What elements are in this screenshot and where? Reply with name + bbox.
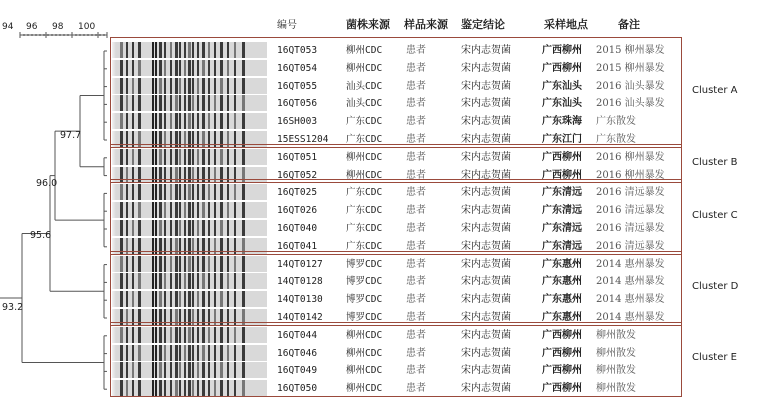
column-header-sample: 样品来源 xyxy=(404,18,448,31)
cell-site: 广西柳州 xyxy=(542,62,582,74)
cell-note: 2016 汕头暴发 xyxy=(596,80,665,92)
cell-id: 15ESS1204 xyxy=(277,134,329,145)
cell-note: 2016 清远暴发 xyxy=(596,187,665,199)
cluster-label: Cluster A xyxy=(692,85,738,97)
cell-sample: 患者 xyxy=(406,169,426,181)
cell-site: 广西柳州 xyxy=(542,169,582,181)
cell-note: 柳州散发 xyxy=(596,329,636,341)
cell-site: 广西柳州 xyxy=(542,365,582,377)
cluster-box xyxy=(110,37,682,148)
cell-result: 宋内志贺菌 xyxy=(461,383,511,395)
cell-sample: 患者 xyxy=(406,383,426,395)
cell-result: 宋内志贺菌 xyxy=(461,365,511,377)
cluster-box xyxy=(110,251,682,326)
cell-sample: 患者 xyxy=(406,240,426,252)
cell-result: 宋内志贺菌 xyxy=(461,80,511,92)
cell-source: 博罗CDC xyxy=(346,258,383,270)
cell-note: 广东散发 xyxy=(596,134,636,145)
node-similarity-label: 96.0 xyxy=(36,178,58,189)
cell-result: 宋内志贺菌 xyxy=(461,62,511,74)
cell-id: 16QT052 xyxy=(277,169,318,181)
column-header-source: 菌株来源 xyxy=(346,18,390,31)
cell-source: 柳州CDC xyxy=(346,347,383,359)
cell-source: 广东CDC xyxy=(346,223,383,234)
scale-tick-label: 100 xyxy=(78,22,96,32)
cell-id: 16QT025 xyxy=(277,187,318,199)
cell-site: 广东清远 xyxy=(542,205,582,217)
cell-sample: 患者 xyxy=(406,151,426,163)
node-similarity-label: 95.6 xyxy=(30,230,52,241)
cell-source: 博罗CDC xyxy=(346,276,383,288)
cell-site: 广东惠州 xyxy=(542,312,582,323)
cell-note: 2016 清远暴发 xyxy=(596,205,665,217)
cell-id: 16QT055 xyxy=(277,80,318,92)
cell-site: 广东清远 xyxy=(542,223,582,234)
cell-result: 宋内志贺菌 xyxy=(461,258,511,270)
cell-sample: 患者 xyxy=(406,347,426,359)
cell-sample: 患者 xyxy=(406,312,426,323)
cell-note: 柳州散发 xyxy=(596,383,636,395)
column-header-id: 编号 xyxy=(277,20,297,31)
cell-source: 博罗CDC xyxy=(346,312,383,323)
cluster-box xyxy=(110,179,682,254)
column-header-result: 鉴定结论 xyxy=(461,18,505,31)
cell-source: 广东CDC xyxy=(346,134,383,145)
cell-id: 16QT044 xyxy=(277,329,318,341)
scale-tick-label: 96 xyxy=(26,22,38,32)
cell-note: 2014 惠州暴发 xyxy=(596,294,665,306)
cell-source: 广东CDC xyxy=(346,187,383,199)
cell-id: 16QT051 xyxy=(277,151,318,163)
cell-source: 汕头CDC xyxy=(346,98,383,110)
cell-site: 广东汕头 xyxy=(542,80,582,92)
cell-site: 广东江门 xyxy=(542,134,582,145)
cell-site: 广西柳州 xyxy=(542,383,582,395)
cell-note: 2014 惠州暴发 xyxy=(596,276,665,288)
cell-id: 14QT0130 xyxy=(277,294,323,306)
cell-note: 2016 汕头暴发 xyxy=(596,98,665,110)
cell-id: 16QT049 xyxy=(277,365,318,377)
cell-note: 2016 柳州暴发 xyxy=(596,169,665,181)
cell-site: 广西柳州 xyxy=(542,45,582,56)
node-similarity-label: 97.7 xyxy=(60,130,82,141)
cluster-label: Cluster E xyxy=(692,352,737,364)
cell-site: 广东珠海 xyxy=(542,116,582,128)
cluster-label: Cluster D xyxy=(692,281,739,293)
cell-result: 宋内志贺菌 xyxy=(461,151,511,163)
cell-sample: 患者 xyxy=(406,134,426,145)
cell-result: 宋内志贺菌 xyxy=(461,98,511,110)
cell-site: 广西柳州 xyxy=(542,329,582,341)
scale-tick-label: 98 xyxy=(52,22,64,32)
cell-id: 16QT053 xyxy=(277,45,318,56)
cell-note: 广东散发 xyxy=(596,116,636,128)
cell-sample: 患者 xyxy=(406,80,426,92)
cell-source: 柳州CDC xyxy=(346,169,383,181)
cell-sample: 患者 xyxy=(406,276,426,288)
cell-result: 宋内志贺菌 xyxy=(461,312,511,323)
cell-site: 广东惠州 xyxy=(542,294,582,306)
cell-result: 宋内志贺菌 xyxy=(461,187,511,199)
cell-sample: 患者 xyxy=(406,223,426,234)
cell-source: 柳州CDC xyxy=(346,365,383,377)
cell-source: 柳州CDC xyxy=(346,151,383,163)
cell-source: 广东CDC xyxy=(346,240,383,252)
cell-result: 宋内志贺菌 xyxy=(461,134,511,145)
cell-id: 16QT026 xyxy=(277,205,318,217)
cell-source: 柳州CDC xyxy=(346,45,383,56)
cell-sample: 患者 xyxy=(406,329,426,341)
cell-source: 广东CDC xyxy=(346,116,383,128)
cell-id: 14QT0142 xyxy=(277,312,323,323)
column-header-site: 采样地点 xyxy=(544,18,588,31)
cluster-label: Cluster B xyxy=(692,156,738,168)
cell-result: 宋内志贺菌 xyxy=(461,45,511,56)
cell-id: 16QT040 xyxy=(277,223,318,234)
cell-sample: 患者 xyxy=(406,205,426,217)
cell-sample: 患者 xyxy=(406,187,426,199)
node-similarity-label: 93.2 xyxy=(2,302,24,313)
cluster-box xyxy=(110,144,682,184)
cell-result: 宋内志贺菌 xyxy=(461,223,511,234)
cell-site: 广东清远 xyxy=(542,187,582,199)
cluster-box xyxy=(110,322,682,397)
cell-id: 16QT050 xyxy=(277,383,318,395)
cell-note: 2016 清远暴发 xyxy=(596,240,665,252)
cell-id: 16QT041 xyxy=(277,240,318,252)
cell-source: 柳州CDC xyxy=(346,62,383,74)
cell-note: 柳州散发 xyxy=(596,347,636,359)
cell-result: 宋内志贺菌 xyxy=(461,240,511,252)
cell-sample: 患者 xyxy=(406,45,426,56)
cell-id: 16QT056 xyxy=(277,98,318,110)
cell-sample: 患者 xyxy=(406,116,426,128)
cell-id: 16QT046 xyxy=(277,347,318,359)
cell-id: 16QT054 xyxy=(277,62,318,74)
cell-result: 宋内志贺菌 xyxy=(461,116,511,128)
cell-sample: 患者 xyxy=(406,98,426,110)
cell-sample: 患者 xyxy=(406,294,426,306)
cell-sample: 患者 xyxy=(406,62,426,74)
cell-site: 广西柳州 xyxy=(542,151,582,163)
cell-source: 博罗CDC xyxy=(346,294,383,306)
cell-source: 广东CDC xyxy=(346,205,383,217)
cell-note: 2016 柳州暴发 xyxy=(596,151,665,163)
cell-result: 宋内志贺菌 xyxy=(461,294,511,306)
cell-site: 广东惠州 xyxy=(542,276,582,288)
cell-id: 14QT0128 xyxy=(277,276,323,288)
cell-site: 广东汕头 xyxy=(542,98,582,110)
cluster-label: Cluster C xyxy=(692,210,738,221)
cell-note: 2015 柳州暴发 xyxy=(596,62,665,74)
cell-note: 柳州散发 xyxy=(596,365,636,377)
cell-source: 柳州CDC xyxy=(346,329,383,341)
cell-id: 14QT0127 xyxy=(277,258,323,270)
cell-note: 2015 柳州暴发 xyxy=(596,45,665,56)
cell-note: 2014 惠州暴发 xyxy=(596,312,665,323)
scale-tick-label: 94 xyxy=(2,22,14,32)
cell-id: 16SH003 xyxy=(277,116,318,128)
cell-result: 宋内志贺菌 xyxy=(461,276,511,288)
cell-note: 2014 惠州暴发 xyxy=(596,258,665,270)
cell-result: 宋内志贺菌 xyxy=(461,169,511,181)
cell-source: 汕头CDC xyxy=(346,80,383,92)
column-header-note: 备注 xyxy=(618,18,640,31)
cell-result: 宋内志贺菌 xyxy=(461,205,511,217)
cell-source: 柳州CDC xyxy=(346,383,383,395)
cell-result: 宋内志贺菌 xyxy=(461,329,511,341)
cell-sample: 患者 xyxy=(406,258,426,270)
cell-note: 2016 清远暴发 xyxy=(596,223,665,234)
cell-sample: 患者 xyxy=(406,365,426,377)
cell-site: 广东惠州 xyxy=(542,258,582,270)
cell-site: 广西柳州 xyxy=(542,347,582,359)
cell-result: 宋内志贺菌 xyxy=(461,347,511,359)
cell-site: 广东清远 xyxy=(542,240,582,252)
